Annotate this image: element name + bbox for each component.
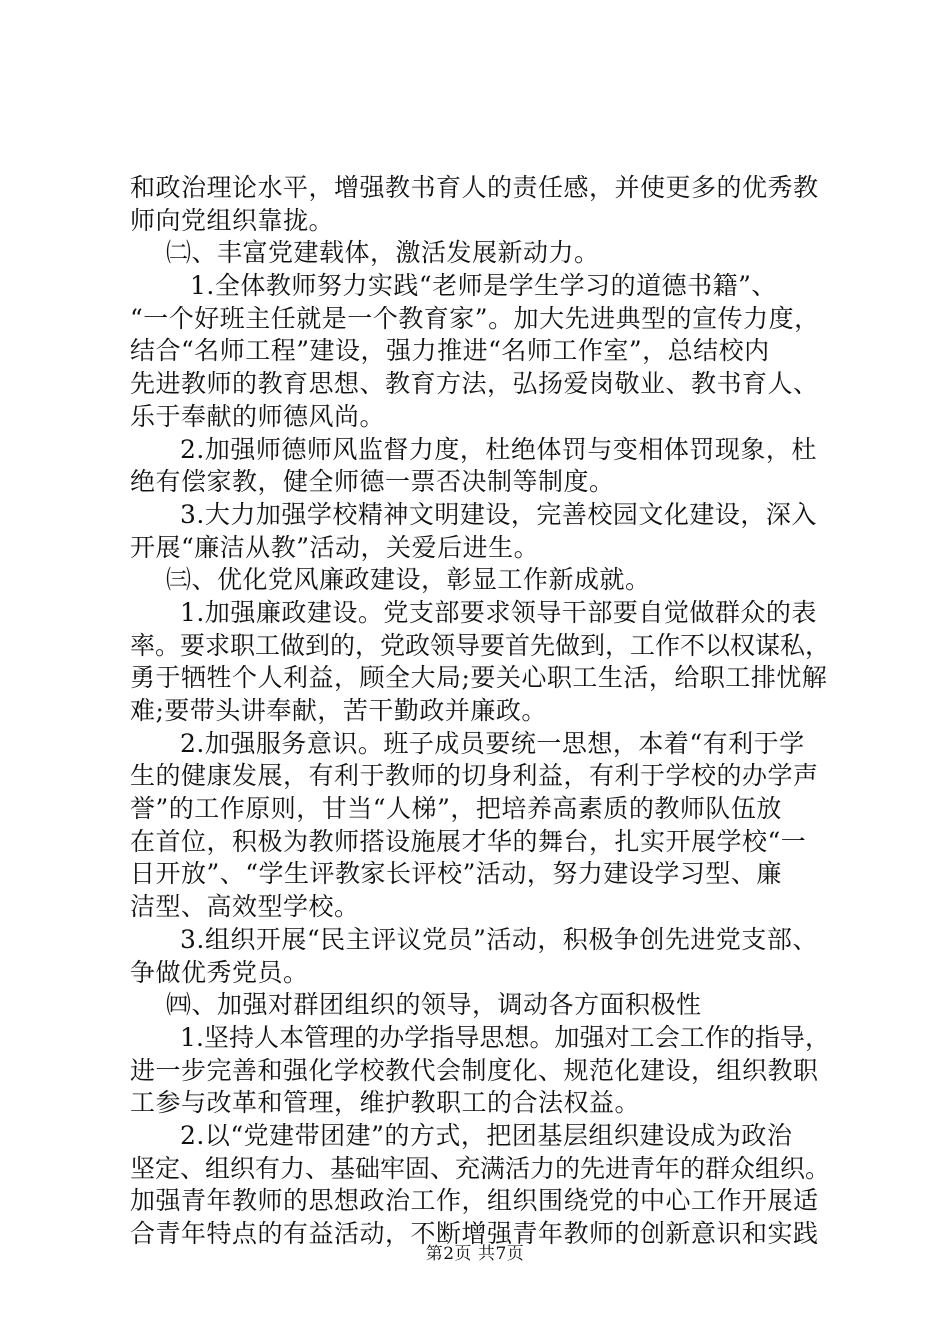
page-footer: 第2页 共7页 <box>425 1244 525 1264</box>
text-line: 先进教师的教育思想、教育方法，弘扬爱岗敬业、教书育人、 <box>130 369 819 399</box>
text-line: 誉”的工作原则，甘当“人梯”，把培养高素质的教师队伍放 <box>130 794 782 824</box>
text-line: 开展“廉洁从教”活动，关爱后进生。 <box>130 532 540 562</box>
text-line: 结合“名师工程”建设，强力推进“名师工作室”，总结校内 <box>130 336 770 366</box>
text-line: 2.加强师德师风监督力度，杜绝体罚与变相体罚现象，杜 <box>180 434 817 464</box>
text-line: 洁型、高效型学校。 <box>130 892 360 922</box>
text-line: 绝有偿家教，健全师德一票否决制等制度。 <box>130 467 615 497</box>
text-line: 3.组织开展“民主评议党员”活动，积极争创先进党支部、 <box>180 924 818 954</box>
text-line: 乐于奉献的师德风尚。 <box>130 401 386 431</box>
text-line: 合青年特点的有益活动，不断增强青年教师的创新意识和实践 <box>130 1219 819 1248</box>
text-line: 在首位，积极为教师搭设施展才华的舞台，扎实开展学校“一 <box>130 826 807 856</box>
text-line: 2.加强服务意识。班子成员要统一思想，本着“有利于学 <box>180 728 805 758</box>
text-line: “一个好班主任就是一个教育家”。加大先进典型的宣传力度， <box>130 303 820 333</box>
text-line: 3.大力加强学校精神文明建设，完善校园文化建设，深入 <box>180 499 817 529</box>
text-line: 1.加强廉政建设。党支部要求领导干部要自觉做群众的表 <box>180 597 817 627</box>
text-line: 争做优秀党员。 <box>130 957 309 987</box>
text-line: 和政治理论水平，增强教书育人的责任感，并使更多的优秀教 <box>130 173 819 202</box>
text-line: 勇于牺牲个人利益，顾全大局;要关心职工生活，给职工排忧解 <box>130 663 828 693</box>
text-line: 1.坚持人本管理的办学指导思想。加强对工会工作的指导， <box>180 1022 830 1052</box>
text-line: 1.全体教师努力实践“老师是学生学习的道德书籍”、 <box>190 271 777 301</box>
text-line: ㈢、优化党风廉政建设，彰显工作新成就。 <box>166 565 651 595</box>
text-line: 加强青年教师的思想政治工作，组织围绕党的中心工作开展适 <box>130 1186 819 1216</box>
text-line: 进一步完善和强化学校教代会制度化、规范化建设，组织教职 <box>130 1055 819 1085</box>
text-line: ㈣、加强对群团组织的领导，调动各方面积极性 <box>166 990 702 1020</box>
text-line: 生的健康发展，有利于教师的切身利益，有利于学校的办学声 <box>130 761 819 791</box>
text-line: 2.以“党建带团建”的方式，把团基层组织建设成为政治 <box>180 1120 793 1150</box>
text-line: 难;要带头讲奉献，苦干勤政并廉政。 <box>130 696 547 725</box>
text-line: ㈡、丰富党建载体，激活发展新动力。 <box>166 238 600 268</box>
document-body <box>130 172 830 1251</box>
text-line: 师向党组织靠拢。 <box>130 205 335 235</box>
text-line: 日开放”、“学生评教家长评校”活动，努力建设学习型、廉 <box>130 859 782 889</box>
text-line: 坚定、组织有力、基础牢固、充满活力的先进青年的群众组织。 <box>130 1153 830 1183</box>
text-line: 工参与改革和管理，维护教职工的合法权益。 <box>130 1088 641 1118</box>
text-line: 率。要求职工做到的，党政领导要首先做到，工作不以权谋私， <box>130 630 830 660</box>
